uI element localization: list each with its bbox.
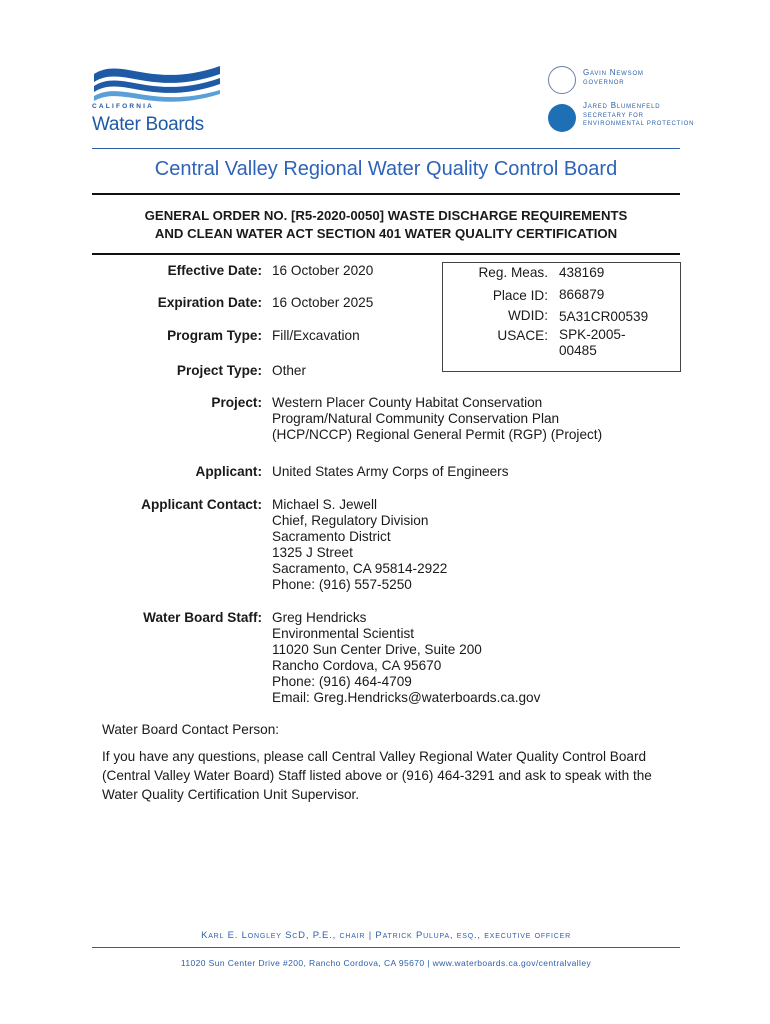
place-id-label: Place ID: bbox=[492, 288, 548, 303]
footer-address: 11020 Sun Center Drive #200, Rancho Cordova, CA 95670 | www.waterboards.ca.gov/centralvalley bbox=[180, 958, 592, 968]
footer-officers: Karl E. Longley ScD, P.E., chair | Patrick Pulupa, esq., executive officer bbox=[201, 930, 571, 941]
footer-divider bbox=[92, 947, 680, 948]
contact-line: Sacramento, CA 95814-2922 bbox=[272, 561, 448, 576]
secretary-title-line2: ENVIRONMENTAL PROTECTION bbox=[583, 121, 695, 127]
usace-value bbox=[559, 327, 626, 359]
governor-title: GOVERNOR bbox=[583, 80, 625, 86]
staff-line: Rancho Cordova, CA 95670 bbox=[272, 658, 442, 673]
project-value bbox=[272, 395, 602, 443]
reg-meas-label: Reg. Meas. bbox=[478, 265, 548, 280]
program-type-label: Program Type: bbox=[167, 328, 262, 343]
program-type-value: Fill/Excavation bbox=[272, 328, 360, 343]
contact-line: Phone: (916) 557-5250 bbox=[272, 577, 412, 592]
project-label: Project: bbox=[211, 395, 262, 410]
wdid-label: WDID: bbox=[507, 308, 548, 323]
applicant-label: Applicant: bbox=[195, 464, 262, 479]
secretary-name: Jared Blumenfeld bbox=[583, 101, 661, 110]
contact-heading: Water Board Contact Person: bbox=[102, 722, 280, 737]
board-title: Central Valley Regional Water Quality Control Board bbox=[154, 158, 618, 180]
expiration-date-value: 16 October 2025 bbox=[272, 295, 374, 310]
usace-value-line1: SPK-2005- bbox=[559, 327, 626, 342]
staff-line: 11020 Sun Center Drive, Suite 200 bbox=[272, 642, 482, 657]
effective-date-value: 16 October 2020 bbox=[272, 263, 374, 278]
order-title-line2: AND CLEAN WATER ACT SECTION 401 WATER QUALITY CERTIFICATION bbox=[154, 226, 618, 241]
project-type-label: Project Type: bbox=[176, 363, 262, 378]
contact-line: Michael S. Jewell bbox=[272, 497, 378, 512]
contact-line: 1325 J Street bbox=[272, 545, 353, 560]
contact-line: Chief, Regulatory Division bbox=[272, 513, 429, 528]
order-title-line1: GENERAL ORDER NO. [R5-2020-0050] WASTE DISCHARGE REQUIREMENTS bbox=[144, 208, 628, 223]
applicant-value: United States Army Corps of Engineers bbox=[272, 464, 509, 479]
wdid-value: 5A31CR00539 bbox=[559, 309, 649, 324]
water-boards-logo-waves bbox=[92, 60, 222, 105]
contact-paragraph: If you have any questions, please call Central Valley Regional Water Quality Control Board (Central Valley Water Board) Staff listed above or (916) 464-3291 and ask to speak with the Water Quality Certification Unit Supervisor. bbox=[102, 749, 652, 802]
title-top-rule bbox=[92, 193, 680, 195]
governor-name: Gavin Newsom bbox=[583, 68, 644, 77]
staff-line: Greg Hendricks bbox=[272, 610, 367, 625]
project-line: Western Placer County Habitat Conservation bbox=[272, 395, 543, 410]
title-bottom-rule bbox=[92, 253, 680, 255]
contact-line: Sacramento District bbox=[272, 529, 391, 544]
staff-line: Phone: (916) 464-4709 bbox=[272, 674, 412, 689]
calepa-logo-icon bbox=[548, 104, 576, 132]
secretary-title-line1: SECRETARY FOR bbox=[583, 113, 644, 119]
project-type-value: Other bbox=[272, 363, 306, 378]
expiration-date-label: Expiration Date: bbox=[157, 295, 262, 310]
header-divider bbox=[92, 148, 680, 149]
order-title bbox=[92, 207, 680, 243]
project-line: Program/Natural Community Conservation Plan bbox=[272, 411, 560, 426]
water-board-staff-value bbox=[272, 610, 540, 706]
project-line: (HCP/NCCP) Regional General Permit (RGP) (Project) bbox=[272, 427, 603, 442]
applicant-contact-label: Applicant Contact: bbox=[141, 497, 262, 512]
water-board-staff-label: Water Board Staff: bbox=[143, 610, 262, 625]
usace-value-line2: 00485 bbox=[559, 343, 597, 358]
applicant-contact-value bbox=[272, 497, 447, 593]
usace-label: USACE: bbox=[497, 328, 548, 343]
staff-email-line[interactable]: Email: Greg.Hendricks@waterboards.ca.gov bbox=[272, 690, 541, 705]
state-seal-icon bbox=[548, 66, 576, 94]
place-id-value: 866879 bbox=[559, 287, 605, 302]
reg-meas-value: 438169 bbox=[559, 265, 605, 280]
staff-line: Environmental Scientist bbox=[272, 626, 415, 641]
effective-date-label: Effective Date: bbox=[167, 263, 262, 278]
logo-state-text: CALIFORNIA bbox=[92, 103, 155, 110]
logo-name-text: Water Boards bbox=[92, 114, 204, 135]
